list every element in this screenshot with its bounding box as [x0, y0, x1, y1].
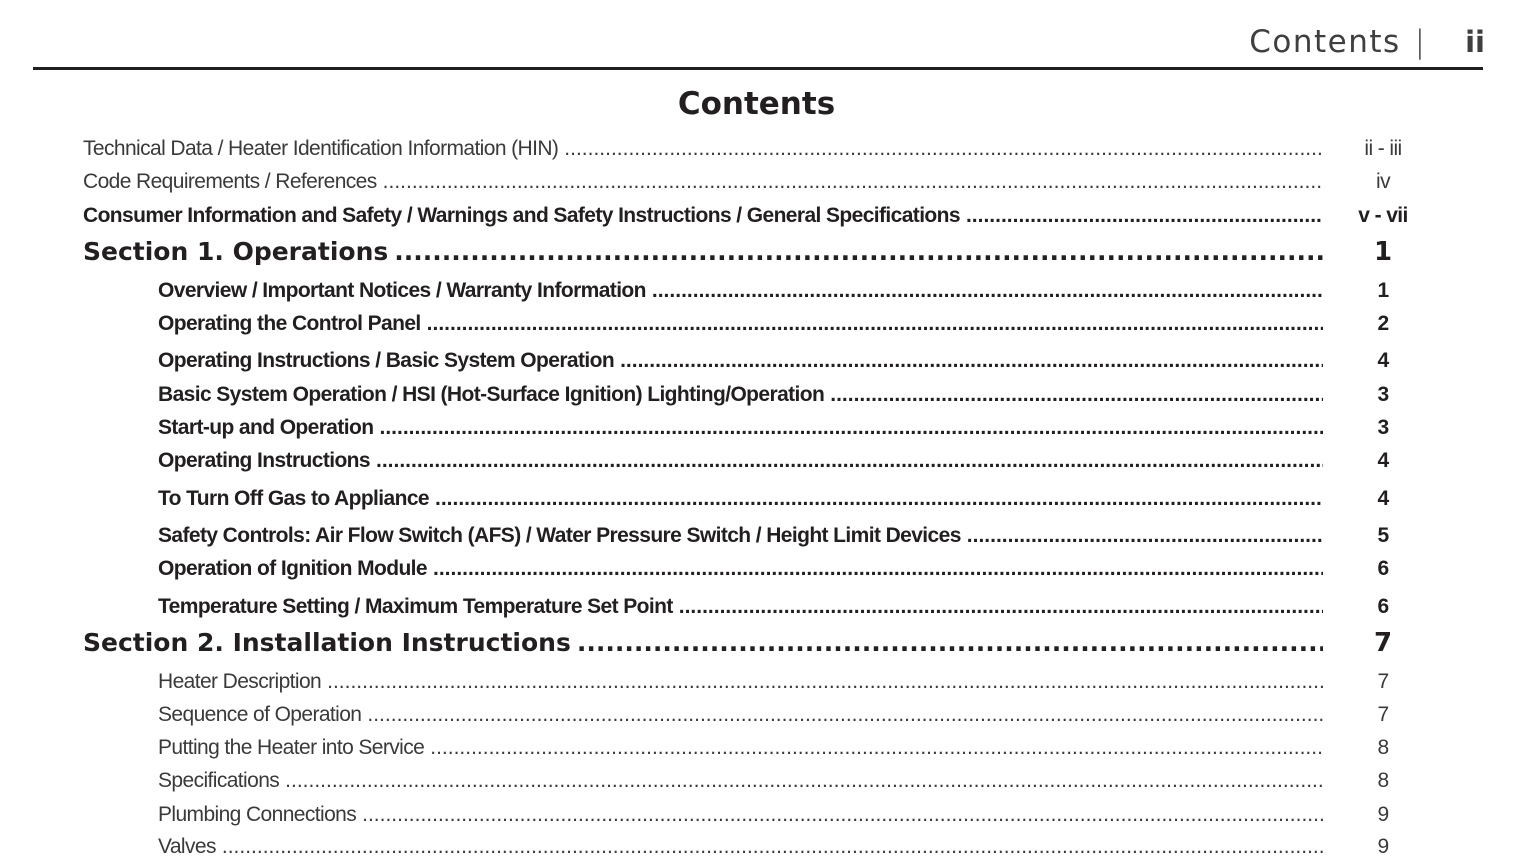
toc-entry-label: Plumbing Connections — [158, 803, 357, 826]
toc-entry-label: Section 2. Installation Instructions — [83, 628, 571, 657]
dot-leader — [433, 557, 1323, 581]
toc-entry-label: Sequence of Operation — [158, 703, 362, 726]
dot-leader — [577, 628, 1323, 657]
toc-entry[interactable] — [0, 524, 1533, 548]
toc-entry-page: 7 — [1373, 628, 1393, 658]
toc-entry-label: Consumer Information and Safety / Warnings and Safety Instructions / General Specifications — [83, 204, 960, 227]
toc-entry-label: Valves — [158, 835, 216, 858]
toc-entry[interactable] — [0, 279, 1533, 303]
toc-entry[interactable] — [0, 204, 1533, 228]
toc-entry[interactable] — [0, 383, 1533, 407]
dot-leader — [362, 803, 1323, 827]
toc-section-heading[interactable] — [0, 628, 1533, 658]
toc-entry-page: 4 — [1377, 349, 1389, 372]
running-header-title: Contents — [1249, 24, 1401, 60]
dot-leader — [966, 204, 1323, 228]
toc-entry-page: iv — [1376, 170, 1390, 193]
toc-entry-page: 3 — [1377, 383, 1389, 406]
dot-leader — [222, 835, 1323, 859]
toc-entry-label: Overview / Important Notices / Warranty Information — [158, 279, 646, 302]
toc-entry[interactable] — [0, 349, 1533, 373]
toc-entry-label: Operating the Control Panel — [158, 312, 421, 335]
dot-leader — [620, 349, 1323, 373]
toc-entry[interactable] — [0, 487, 1533, 511]
dot-leader — [327, 670, 1323, 694]
toc-entry-label: Start-up and Operation — [158, 416, 374, 439]
toc-entry[interactable] — [0, 137, 1533, 161]
toc-entry-page: 8 — [1377, 769, 1389, 792]
running-header — [1249, 22, 1485, 62]
toc-entry[interactable] — [0, 769, 1533, 793]
toc-entry[interactable] — [0, 670, 1533, 694]
toc-entry-label: Operation of Ignition Module — [158, 557, 427, 580]
header-divider — [33, 67, 1483, 70]
toc-entry[interactable] — [0, 736, 1533, 760]
toc-entry-page: 6 — [1377, 557, 1389, 580]
toc-entry[interactable] — [0, 557, 1533, 581]
dot-leader — [376, 449, 1323, 473]
toc-entry[interactable] — [0, 170, 1533, 194]
dot-leader — [564, 137, 1323, 161]
running-header-separator: | — [1414, 24, 1426, 60]
toc-entry-label: To Turn Off Gas to Appliance — [158, 487, 429, 510]
dot-leader — [967, 524, 1323, 548]
toc-entry[interactable] — [0, 312, 1533, 336]
toc-entry-label: Operating Instructions / Basic System Operation — [158, 349, 615, 372]
toc-entry-page: 2 — [1377, 312, 1389, 335]
toc-entry-page: 4 — [1377, 487, 1389, 510]
toc-entry-label: Basic System Operation / HSI (Hot-Surface Ignition) Lighting/Operation — [158, 383, 825, 406]
dot-leader — [830, 383, 1323, 407]
toc-entry[interactable] — [0, 595, 1533, 619]
toc-entry-label: Technical Data / Heater Identification Information (HIN) — [83, 137, 559, 160]
dot-leader — [383, 170, 1323, 194]
toc-entry-page: 9 — [1377, 835, 1389, 858]
dot-leader — [379, 416, 1323, 440]
toc-entry-page: 3 — [1377, 416, 1389, 439]
toc-entry-label: Operating Instructions — [158, 449, 370, 472]
toc-entry-label: Safety Controls: Air Flow Switch (AFS) / Water Pressure Switch / Height Limit Devices — [158, 524, 961, 547]
toc-entry-page: 1 — [1377, 279, 1389, 302]
dot-leader — [367, 703, 1323, 727]
dot-leader — [652, 279, 1323, 303]
toc-entry-page: 5 — [1377, 524, 1389, 547]
toc-entry-page: 9 — [1377, 803, 1389, 826]
toc-entry-label: Putting the Heater into Service — [158, 736, 425, 759]
dot-leader — [435, 487, 1323, 511]
toc-entry-page: v - vii — [1358, 204, 1408, 227]
toc-section-heading[interactable] — [0, 237, 1533, 267]
toc-entry-page: 1 — [1373, 237, 1393, 267]
toc-entry-label: Temperature Setting / Maximum Temperature Set Point — [158, 595, 673, 618]
toc-entry-page: 4 — [1377, 449, 1389, 472]
toc-entry-page: 8 — [1377, 736, 1389, 759]
dot-leader — [285, 769, 1323, 793]
dot-leader — [394, 237, 1323, 266]
toc-entry-page: 7 — [1377, 670, 1389, 693]
toc-entry-label: Code Requirements / References — [83, 170, 377, 193]
toc-entry[interactable] — [0, 803, 1533, 827]
toc-entry-label: Heater Description — [158, 670, 322, 693]
toc-entry-page: 7 — [1377, 703, 1389, 726]
toc-entry[interactable] — [0, 449, 1533, 473]
toc-entry-page: ii - iii — [1364, 137, 1402, 160]
toc-entry[interactable] — [0, 703, 1533, 727]
toc-entry-label: Section 1. Operations — [83, 237, 389, 266]
dot-leader — [430, 736, 1323, 760]
page-title: Contents — [677, 86, 836, 122]
toc-entry-page: 6 — [1377, 595, 1389, 618]
toc-entry-label: Specifications — [158, 769, 280, 792]
dot-leader — [427, 312, 1323, 336]
dot-leader — [679, 595, 1323, 619]
running-header-page-number: ii — [1465, 25, 1485, 59]
toc-entry[interactable] — [0, 835, 1533, 859]
toc-entry[interactable] — [0, 416, 1533, 440]
